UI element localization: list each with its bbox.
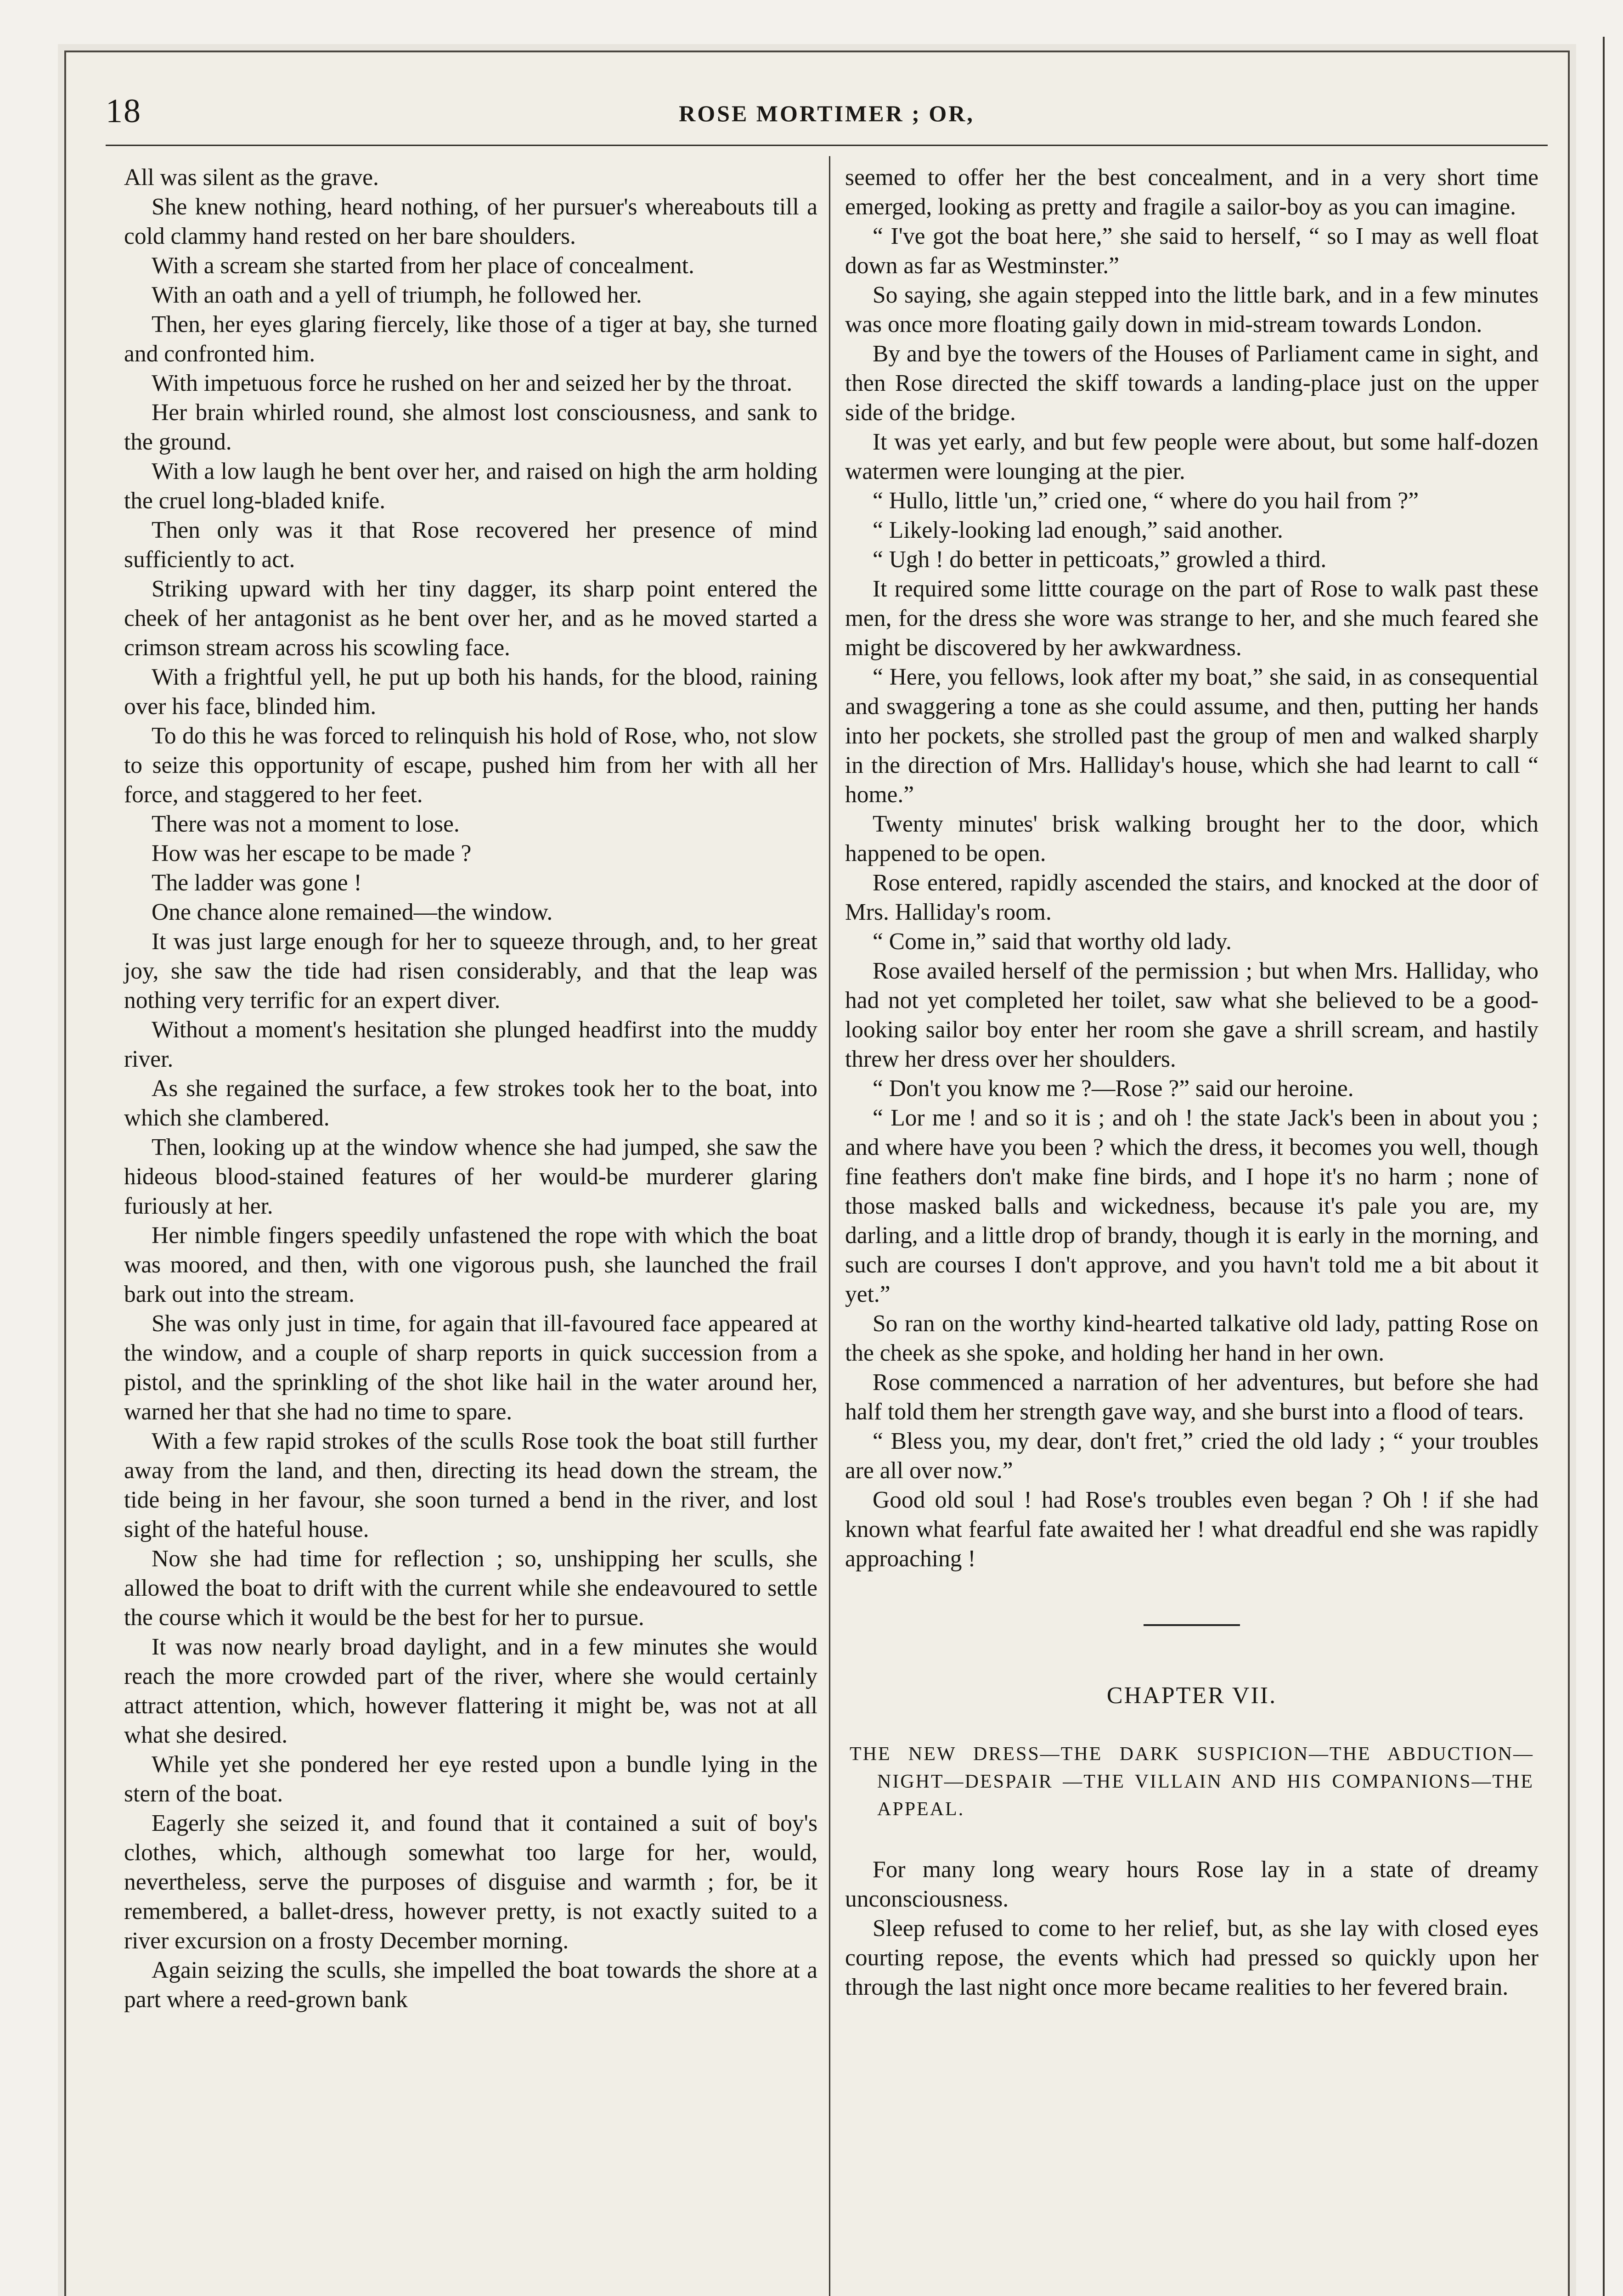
- page-number: 18: [106, 92, 141, 130]
- paragraph: “ Come in,” said that worthy old lady.: [873, 929, 1232, 955]
- left-column: [124, 163, 817, 2015]
- paragraph: Eagerly she seized it, and found that it contained a suit of boy's clothes, which, although somewhat too large for her, would, nevertheless, serve the purposes of disguise and warmth ; for, be it remembered, a ballet-dress, however pretty, is not exactly suited to a river excursion on a frosty December morning.: [124, 1810, 817, 1954]
- paragraph: It was just large enough for her to squeeze through, and, to her great joy, she saw the tide had risen considerably, and that the leap was nothing very terrific for an expert diver.: [124, 929, 817, 1013]
- paragraph: It was now nearly broad daylight, and in a few minutes she would reach the more crowded part of the river, where she would certainly attract attention, which, however flattering it might be, was not at all what she desired.: [124, 1634, 817, 1748]
- paragraph: Now she had time for reflection ; so, unshipping her sculls, she allowed the boat to drift with the current while she endeavoured to settle the course which it would be the best for her to pursue.: [124, 1546, 817, 1631]
- paragraph: While yet she pondered her eye rested upon a bundle lying in the stern of the boat.: [124, 1751, 817, 1807]
- paragraph: By and bye the towers of the Houses of Parliament came in sight, and then Rose directed the skiff towards a landing-place just on the upper side of the bridge.: [845, 341, 1538, 426]
- paragraph: With a frightful yell, he put up both his hands, for the blood, raining over his face, blinded him.: [124, 664, 817, 720]
- paragraph: For many long weary hours Rose lay in a state of dreamy unconsciousness.: [845, 1857, 1538, 1912]
- paragraph: “ Hullo, little 'un,” cried one, “ where do you hail from ?”: [873, 488, 1419, 514]
- paragraph: So ran on the worthy kind-hearted talkative old lady, patting Rose on the cheek as she spoke, and holding her hand in her own.: [845, 1311, 1538, 1366]
- chapter-summary: [845, 1740, 1538, 1823]
- running-head: ROSE MORTIMER ; OR,: [679, 101, 975, 126]
- paragraph: “ Here, you fellows, look after my boat,” she said, in as consequential and swaggering a tone as she could assume, and then, putting her hands into her pockets, she strolled past the group of men and walked sharply in the direction of Mrs. Halliday's house, which she had learnt to call “ home.”: [845, 664, 1538, 808]
- paragraph: As she regained the surface, a few strokes took her to the boat, into which she clambered.: [124, 1075, 817, 1131]
- paragraph: Rose entered, rapidly ascended the stairs, and knocked at the door of Mrs. Halliday's room.: [845, 870, 1538, 925]
- paragraph: Then only was it that Rose recovered her presence of mind sufficiently to act.: [124, 517, 817, 573]
- paragraph: Again seizing the sculls, she impelled the boat towards the shore at a part where a reed-grown bank: [124, 1957, 817, 2013]
- paragraph: Then, looking up at the window whence she had jumped, she saw the hideous blood-stained features of her would-be murderer glaring furiously at her.: [124, 1134, 817, 1219]
- paragraph: “ Lor me ! and so it is ; and oh ! the state Jack's been in about you ; and where have you been ? which the dress, it becomes you well, though fine feathers don't make fine birds, and I hope it's no harm ; none of those masked balls and wickedness, because it's pale you are, my darling, and a little drop of brandy, though it is early in the morning, and such are courses I don't approve, and you havn't told me a bit about it yet.”: [845, 1105, 1538, 1307]
- paragraph: Twenty minutes' brisk walking brought her to the door, which happened to be open.: [845, 811, 1538, 867]
- paragraph: seemed to offer her the best concealment, and in a very short time emerged, looking as pretty and fragile a sailor-boy as you can imagine.: [845, 164, 1538, 220]
- paragraph: Her brain whirled round, she almost lost consciousness, and sank to the ground.: [124, 400, 817, 455]
- page-header: [106, 92, 1548, 133]
- paragraph: Sleep refused to come to her relief, but, as she lay with closed eyes courting repose, the events which had pressed so quickly upon her through the last night once more became realities to her fevered brain.: [845, 1915, 1538, 2000]
- chapter-title: CHAPTER VII.: [1106, 1683, 1277, 1709]
- chapter-summary-text: THE NEW DRESS—THE DARK SUSPICION—THE ABDUCTION—NIGHT—DESPAIR —THE VILLAIN AND HIS COMPANIONS—THE APPEAL.: [850, 1744, 1534, 1820]
- paragraph: The ladder was gone !: [152, 870, 362, 896]
- paragraph: Her nimble fingers speedily unfastened the rope with which the boat was moored, and then, with one vigorous push, she launched the frail bark out into the stream.: [124, 1222, 817, 1307]
- paragraph: One chance alone remained—the window.: [152, 899, 553, 925]
- page-edge-rule: [1603, 37, 1605, 2296]
- paragraph: With a low laugh he bent over her, and raised on high the arm holding the cruel long-bladed knife.: [124, 458, 817, 514]
- paragraph: Then, her eyes glaring fiercely, like those of a tiger at bay, she turned and confronted him.: [124, 311, 817, 367]
- paragraph: Striking upward with her tiny dagger, its sharp point entered the cheek of her antagonist as he bent over her, and as he moved started a crimson stream across his scowling face.: [124, 576, 817, 661]
- paragraph: “ I've got the boat here,” she said to herself, “ so I may as well float down as far as Westminster.”: [845, 223, 1538, 279]
- paragraph: To do this he was forced to relinquish his hold of Rose, who, not slow to seize this opportunity of escape, pushed him from her with all her force, and staggered to her feet.: [124, 723, 817, 808]
- paragraph: With impetuous force he rushed on her and seized her by the throat.: [152, 370, 793, 396]
- paragraph: She was only just in time, for again that ill-favoured face appeared at the window, and a couple of sharp reports in quick succession from a pistol, and the sprinkling of the shot like hail in the water around her, warned her that she had no time to spare.: [124, 1311, 817, 1425]
- paragraph: Good old soul ! had Rose's troubles even began ? Oh ! if she had known what fearful fate awaited her ! what dreadful end she was rapidly approaching !: [845, 1487, 1538, 1572]
- header-rule: [106, 145, 1548, 146]
- paragraph: It required some littte courage on the part of Rose to walk past these men, for the dress she wore was strange to her, and she much feared she might be discovered by her awkwardness.: [845, 576, 1538, 661]
- paragraph: It was yet early, and but few people were about, but some half-dozen watermen were lounging at the pier.: [845, 429, 1538, 484]
- paragraph: So saying, she again stepped into the little bark, and in a few minutes was once more floating gaily down in mid-stream towards London.: [845, 282, 1538, 338]
- paragraph: Rose commenced a narration of her adventures, but before she had half told them her strength gave way, and she burst into a flood of tears.: [845, 1369, 1538, 1425]
- paragraph: “ Likely-looking lad enough,” said another.: [873, 517, 1283, 543]
- paragraph: All was silent as the grave.: [124, 164, 379, 191]
- paragraph: She knew nothing, heard nothing, of her pursuer's whereabouts till a cold clammy hand rested on her bare shoulders.: [124, 194, 817, 249]
- paragraph: “ Don't you know me ?—Rose ?” said our heroine.: [873, 1075, 1354, 1102]
- paragraph: “ Bless you, my dear, don't fret,” cried the old lady ; “ your troubles are all over now.”: [845, 1428, 1538, 1484]
- paragraph: There was not a moment to lose.: [152, 811, 460, 837]
- paragraph: Without a moment's hesitation she plunged headfirst into the muddy river.: [124, 1017, 817, 1072]
- paragraph: “ Ugh ! do better in petticoats,” growled a third.: [873, 546, 1327, 573]
- right-column: [845, 163, 1538, 2002]
- paragraph: With a few rapid strokes of the sculls Rose took the boat still further away from the land, and then, directing its head down the stream, the tide being in her favour, she soon turned a bend in the river, and lost sight of the hateful house.: [124, 1428, 817, 1542]
- paragraph: With an oath and a yell of triumph, he followed her.: [152, 282, 642, 308]
- chapter-rule: [1144, 1624, 1240, 1626]
- paragraph: How was her escape to be made ?: [152, 840, 472, 867]
- paragraph: Rose availed herself of the permission ; but when Mrs. Halliday, who had not yet completed her toilet, saw what she believed to be a good-looking sailor boy enter her room she gave a shrill scream, and hastily threw her dress over her shoulders.: [845, 958, 1538, 1072]
- paragraph: With a scream she started from her place of concealment.: [152, 253, 694, 279]
- column-divider: [829, 156, 830, 2296]
